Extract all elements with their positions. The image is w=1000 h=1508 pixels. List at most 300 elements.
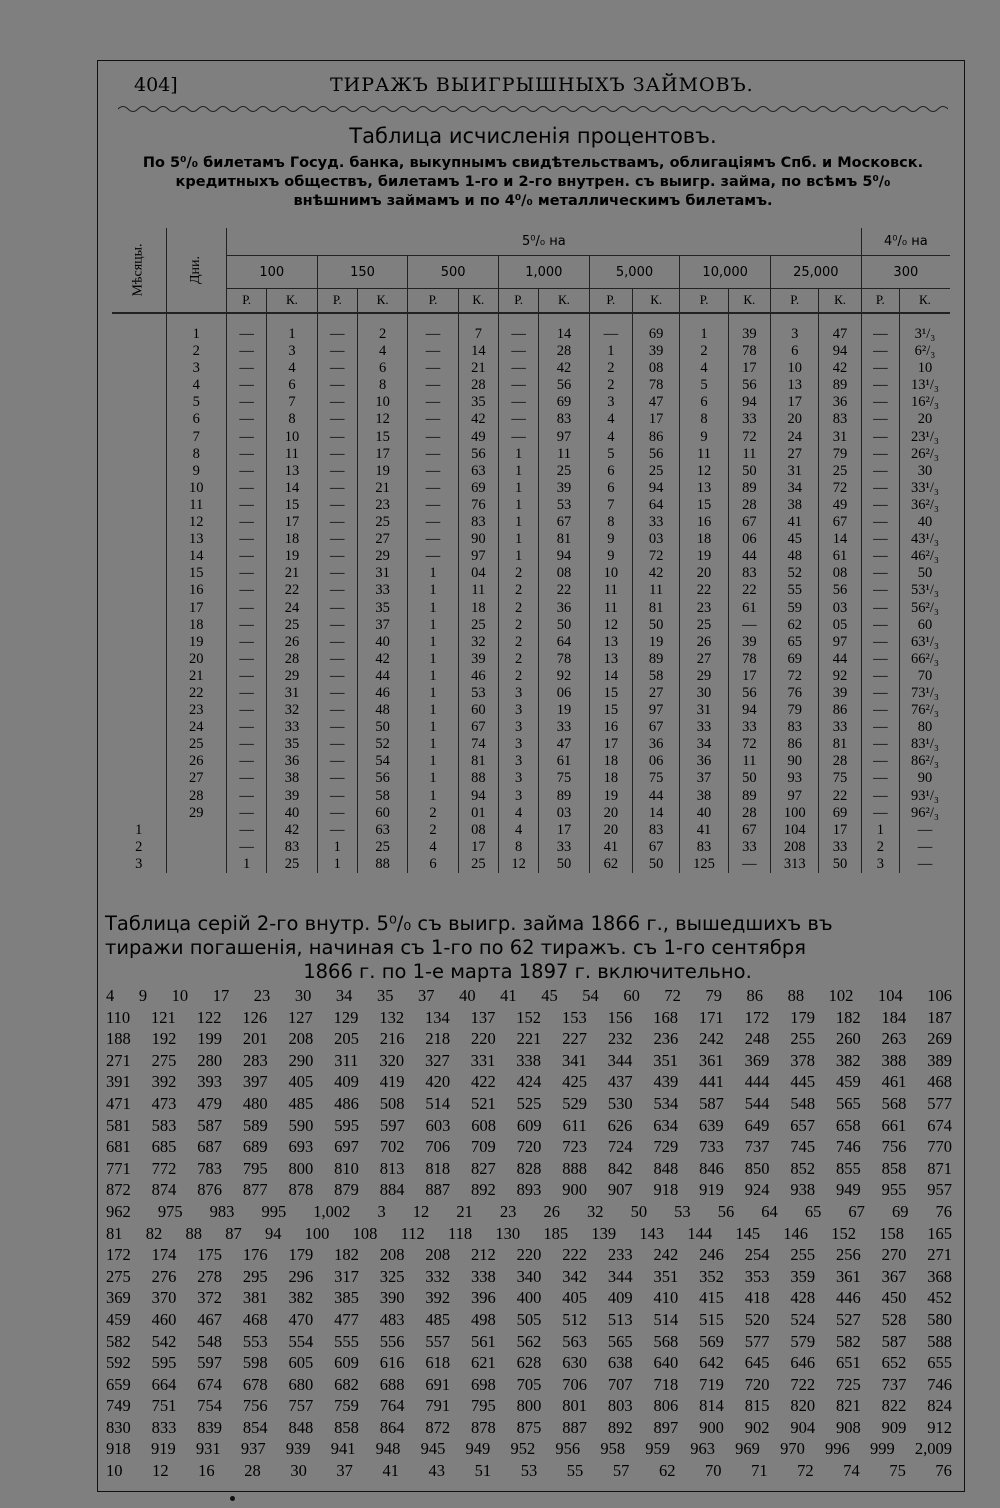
- value-cell: 40: [267, 805, 317, 822]
- day-cell: 23: [166, 702, 226, 719]
- value-cell: 48: [357, 702, 407, 719]
- value-cell: 1: [317, 856, 357, 873]
- series-number: 651: [836, 1353, 861, 1373]
- value-cell: 78: [728, 343, 770, 360]
- table-row: [112, 805, 950, 822]
- ink-dot: [230, 1496, 235, 1501]
- series-number: 521: [471, 1093, 496, 1113]
- series-number: 818: [425, 1158, 451, 1178]
- month-cell: [112, 668, 166, 685]
- month-cell: [112, 805, 166, 822]
- series-number: 17: [212, 986, 230, 1005]
- value-cell: 16: [589, 719, 632, 736]
- series-number: 388: [881, 1050, 907, 1070]
- value-cell: —: [861, 651, 899, 668]
- value-cell: —: [226, 343, 266, 360]
- value-cell: 1: [498, 514, 538, 531]
- value-cell: 54: [357, 753, 407, 770]
- series-number: 525: [516, 1093, 542, 1113]
- wavy-rule: [118, 104, 948, 114]
- value-cell: —: [498, 394, 538, 411]
- month-cell: [112, 634, 166, 651]
- value-cell: —: [861, 446, 899, 463]
- series-number: 674: [197, 1374, 222, 1394]
- value-cell: 1: [408, 685, 458, 702]
- series-number: 646: [790, 1353, 816, 1373]
- series-number: 340: [516, 1266, 542, 1286]
- value-cell: —: [317, 685, 357, 702]
- value-cell: 40: [680, 805, 728, 822]
- series-number: 172: [106, 1245, 131, 1265]
- series-number: 680: [288, 1374, 314, 1394]
- value-cell: 40: [357, 634, 407, 651]
- value-cell: 11: [589, 600, 632, 617]
- value-cell: 3: [498, 736, 538, 753]
- value-cell: —: [226, 702, 266, 719]
- day-cell: 27: [166, 770, 226, 787]
- month-cell: [112, 394, 166, 411]
- series-number: 770: [927, 1137, 952, 1157]
- value-cell: —: [226, 531, 266, 548]
- kopeks-header: К.: [632, 288, 679, 313]
- value-cell: 2: [498, 565, 538, 582]
- table-row: [112, 685, 950, 702]
- value-cell: 38: [267, 770, 317, 787]
- rubles-header: Р.: [771, 288, 819, 313]
- series-number: 254: [744, 1245, 770, 1265]
- value-cell: 67: [539, 514, 589, 531]
- series-number: 515: [699, 1309, 724, 1329]
- value-cell: —: [226, 634, 266, 651]
- value-cell: 46²/₃: [899, 548, 950, 565]
- series-number: 814: [699, 1396, 724, 1416]
- series-number: 485: [288, 1093, 314, 1113]
- value-cell: 1: [226, 856, 266, 873]
- series-number: 611: [562, 1115, 587, 1135]
- series-number: 53: [520, 1461, 538, 1481]
- day-cell: 7: [166, 429, 226, 446]
- value-cell: 1: [498, 548, 538, 565]
- series-number: 649: [744, 1115, 770, 1135]
- value-cell: 28: [728, 497, 770, 514]
- series-number: 242: [699, 1029, 724, 1049]
- month-cell: [112, 582, 166, 599]
- series-number: 597: [379, 1115, 405, 1135]
- series-number: 385: [334, 1288, 359, 1308]
- series-number: 959: [645, 1439, 670, 1459]
- value-cell: —: [861, 463, 899, 480]
- series-number: 21: [456, 1201, 473, 1221]
- value-cell: —: [498, 377, 538, 394]
- value-cell: 8: [680, 411, 728, 428]
- series-number: 381: [242, 1288, 268, 1308]
- value-cell: 26: [267, 634, 317, 651]
- value-cell: 61: [728, 600, 770, 617]
- series-number: 512: [562, 1309, 587, 1329]
- series-number: 317: [334, 1266, 359, 1286]
- value-cell: 89: [632, 651, 679, 668]
- value-cell: 6: [408, 856, 458, 873]
- value-cell: 17: [539, 822, 589, 839]
- day-cell: 5: [166, 394, 226, 411]
- series-number: 82: [145, 1223, 163, 1243]
- value-cell: 2: [589, 377, 632, 394]
- series-number: 37: [336, 1461, 353, 1481]
- value-cell: 69: [819, 805, 861, 822]
- series-number: 878: [288, 1180, 314, 1200]
- series-number: 104: [877, 986, 903, 1005]
- series-number: 569: [699, 1331, 724, 1351]
- value-cell: 33: [357, 582, 407, 599]
- series-number: 749: [106, 1396, 131, 1416]
- series-number: 568: [653, 1331, 679, 1351]
- value-cell: 39: [819, 685, 861, 702]
- series-number: 505: [516, 1309, 542, 1329]
- value-cell: 17: [589, 736, 632, 753]
- value-cell: —: [408, 343, 458, 360]
- value-cell: 94: [539, 548, 589, 565]
- month-cell: [112, 429, 166, 446]
- series-number: 828: [516, 1158, 542, 1178]
- value-cell: 2: [408, 822, 458, 839]
- value-cell: 6: [771, 343, 819, 360]
- value-cell: 18: [680, 531, 728, 548]
- series-number: 561: [471, 1331, 496, 1351]
- series-number: 876: [197, 1180, 222, 1200]
- value-cell: 36: [680, 753, 728, 770]
- series-number: 839: [197, 1417, 222, 1437]
- value-cell: —: [317, 788, 357, 805]
- value-cell: —: [226, 822, 266, 839]
- value-cell: 14: [589, 668, 632, 685]
- series-number: 283: [242, 1050, 268, 1070]
- series-number: 759: [334, 1396, 359, 1416]
- series-number: 367: [881, 1266, 907, 1286]
- series-number: 152: [831, 1223, 857, 1243]
- value-cell: 11: [728, 446, 770, 463]
- col-header-days: Дни.: [166, 228, 226, 313]
- table-row: [112, 548, 950, 565]
- series-number: 975: [157, 1201, 183, 1221]
- series-number: 945: [420, 1439, 446, 1459]
- value-cell: 24: [771, 429, 819, 446]
- value-cell: 37: [357, 617, 407, 634]
- series-number: 603: [425, 1115, 451, 1135]
- value-cell: 3: [267, 343, 317, 360]
- series-number: 368: [927, 1266, 952, 1286]
- series-number: 152: [516, 1007, 542, 1027]
- series-number: 803: [607, 1396, 633, 1416]
- value-cell: —: [317, 377, 357, 394]
- series-number: 577: [927, 1093, 952, 1113]
- day-cell: [166, 822, 226, 839]
- series-number: 3: [377, 1201, 386, 1221]
- value-cell: —: [226, 480, 266, 497]
- value-cell: —: [498, 343, 538, 360]
- series-number: 724: [607, 1137, 633, 1157]
- value-cell: —: [861, 753, 899, 770]
- value-cell: 9: [680, 429, 728, 446]
- series-number: 772: [151, 1158, 177, 1178]
- value-cell: 26²/₃: [899, 446, 950, 463]
- series-number: 227: [562, 1029, 587, 1049]
- value-cell: 25: [680, 617, 728, 634]
- month-cell: [112, 600, 166, 617]
- title-line: Таблица серій 2-го внутр. 5⁰/₀ съ выигр. займа 1866 г., вышедшихъ въ: [105, 912, 833, 935]
- series-number: 146: [783, 1223, 809, 1243]
- series-number: 87: [225, 1223, 242, 1243]
- series-number: 467: [197, 1309, 222, 1329]
- value-cell: 6: [589, 480, 632, 497]
- series-number: 848: [653, 1158, 679, 1178]
- value-cell: 39: [539, 480, 589, 497]
- series-number: 589: [242, 1115, 268, 1135]
- value-cell: 41: [680, 822, 728, 839]
- series-number: 806: [653, 1396, 679, 1416]
- value-cell: —: [861, 685, 899, 702]
- series-number: 919: [150, 1439, 176, 1459]
- series-number: 23: [499, 1201, 517, 1221]
- value-cell: 40: [899, 514, 950, 531]
- value-cell: 25: [357, 839, 407, 856]
- series-number: 70: [705, 1461, 722, 1481]
- series-number: 437: [607, 1072, 633, 1092]
- value-cell: 66²/₃: [899, 651, 950, 668]
- series-number: 263: [881, 1029, 907, 1049]
- value-cell: —: [226, 770, 266, 787]
- series-number: 702: [379, 1137, 405, 1157]
- value-cell: 90: [899, 770, 950, 787]
- value-cell: 18: [267, 531, 317, 548]
- value-cell: 11: [458, 582, 498, 599]
- series-number: 470: [288, 1309, 314, 1329]
- series-number: 236: [653, 1029, 679, 1049]
- value-cell: —: [861, 326, 899, 343]
- series-number: 579: [790, 1331, 816, 1351]
- value-cell: 67: [728, 514, 770, 531]
- value-cell: 100: [771, 805, 819, 822]
- month-cell: 2: [135, 838, 143, 855]
- value-cell: 21: [458, 360, 498, 377]
- series-number: 813: [379, 1158, 405, 1178]
- series-number: 10: [106, 1461, 123, 1481]
- value-cell: 63¹/₃: [899, 634, 950, 651]
- series-number: 918: [653, 1180, 679, 1200]
- series-number: 562: [516, 1331, 542, 1351]
- series-number: 616: [379, 1353, 405, 1373]
- value-cell: —: [861, 360, 899, 377]
- value-cell: 13: [771, 377, 819, 394]
- series-number: 824: [927, 1396, 952, 1416]
- value-cell: 72: [632, 548, 679, 565]
- value-cell: —: [861, 600, 899, 617]
- series-row: [106, 1136, 952, 1158]
- value-cell: 36: [819, 394, 861, 411]
- running-title: ТИРАЖЪ ВЫИГРЫШНЫХЪ ЗАЙМОВЪ.: [330, 74, 754, 96]
- series-number: 88: [787, 986, 805, 1005]
- series-number: 392: [425, 1288, 451, 1308]
- value-cell: 39: [728, 634, 770, 651]
- value-cell: 03: [539, 805, 589, 822]
- value-cell: —: [226, 788, 266, 805]
- value-cell: 2: [498, 600, 538, 617]
- series-number: 74: [843, 1461, 860, 1481]
- value-cell: 3: [861, 856, 899, 873]
- value-cell: 67: [458, 719, 498, 736]
- table-row: [112, 753, 950, 770]
- series-number: 795: [471, 1396, 496, 1416]
- value-cell: 3: [498, 719, 538, 736]
- value-cell: 2: [498, 617, 538, 634]
- value-cell: 10: [589, 565, 632, 582]
- series-number: 76: [935, 1201, 952, 1221]
- series-number: 185: [543, 1223, 569, 1243]
- series-number: 513: [607, 1309, 633, 1329]
- value-cell: 313: [771, 856, 819, 873]
- series-number: 359: [790, 1266, 816, 1286]
- value-cell: 78: [728, 651, 770, 668]
- series-number: 370: [151, 1288, 177, 1308]
- value-cell: 31: [357, 565, 407, 582]
- series-number: 54: [582, 986, 599, 1005]
- value-cell: 34: [680, 736, 728, 753]
- value-cell: 56: [728, 685, 770, 702]
- series-number: 130: [495, 1223, 521, 1243]
- series-number: 4: [106, 986, 115, 1005]
- series-row: [106, 1287, 952, 1309]
- series-number: 439: [653, 1072, 679, 1092]
- series-number: 311: [334, 1050, 359, 1070]
- interest-table: [112, 228, 950, 873]
- table-row: [112, 446, 950, 463]
- series-number: 746: [836, 1137, 861, 1157]
- value-cell: 36: [539, 600, 589, 617]
- value-cell: 61: [539, 753, 589, 770]
- series-number: 468: [927, 1072, 952, 1092]
- value-cell: —: [226, 411, 266, 428]
- series-number: 57: [612, 1461, 630, 1481]
- value-cell: 10: [899, 360, 950, 377]
- series-number: 199: [197, 1029, 222, 1049]
- series-row: [106, 1115, 952, 1137]
- table-row: [112, 600, 950, 617]
- value-cell: 11: [680, 446, 728, 463]
- value-cell: —: [317, 822, 357, 839]
- series-number: 280: [197, 1050, 223, 1070]
- value-cell: —: [861, 719, 899, 736]
- value-cell: —: [226, 839, 266, 856]
- value-cell: 7: [589, 497, 632, 514]
- series-number: 271: [927, 1245, 952, 1265]
- value-cell: —: [861, 497, 899, 514]
- series-number: 820: [790, 1396, 816, 1416]
- value-cell: —: [226, 446, 266, 463]
- series-number: 848: [288, 1417, 314, 1437]
- day-cell: 21: [166, 668, 226, 685]
- value-cell: 97: [819, 634, 861, 651]
- value-cell: 11: [632, 582, 679, 599]
- series-number: 678: [242, 1374, 268, 1394]
- series-number: 688: [379, 1374, 405, 1394]
- value-cell: —: [317, 634, 357, 651]
- value-cell: 1: [498, 463, 538, 480]
- value-cell: 22: [680, 582, 728, 599]
- month-cell: [112, 702, 166, 719]
- series-number: 168: [653, 1007, 679, 1027]
- table1-subtitle: [100, 154, 966, 211]
- month-cell: 3: [135, 855, 143, 872]
- series-number: 41: [382, 1461, 399, 1481]
- value-cell: 33¹/₃: [899, 480, 950, 497]
- series-number: 852: [790, 1158, 816, 1178]
- value-cell: 19: [539, 702, 589, 719]
- day-cell: 3: [166, 360, 226, 377]
- value-cell: —: [861, 788, 899, 805]
- series-number: 327: [424, 1050, 450, 1070]
- value-cell: 3: [498, 788, 538, 805]
- series-row: [106, 1374, 952, 1396]
- value-cell: 2: [408, 805, 458, 822]
- value-cell: 3: [498, 702, 538, 719]
- series-number: 963: [690, 1439, 715, 1459]
- month-cell: [112, 343, 166, 360]
- value-cell: 92: [539, 668, 589, 685]
- series-number: 962: [106, 1201, 131, 1221]
- value-cell: 12: [498, 856, 538, 873]
- series-number: 657: [790, 1115, 815, 1135]
- value-cell: 47: [819, 326, 861, 343]
- series-number: 485: [425, 1309, 451, 1329]
- series-number: 212: [471, 1245, 496, 1265]
- series-number: 332: [425, 1266, 451, 1286]
- rubles-header: Р.: [861, 288, 899, 313]
- series-number: 912: [927, 1417, 952, 1437]
- series-number: 409: [607, 1288, 633, 1308]
- series-number: 409: [334, 1072, 359, 1092]
- value-cell: 63: [458, 463, 498, 480]
- value-cell: 44: [728, 548, 770, 565]
- value-cell: 06: [539, 685, 589, 702]
- value-cell: 75: [539, 770, 589, 787]
- month-cell: [112, 685, 166, 702]
- table-row: [112, 770, 950, 787]
- series-number: 122: [196, 1007, 222, 1027]
- month-cell: [112, 719, 166, 736]
- month-cell: [112, 514, 166, 531]
- value-cell: —: [408, 394, 458, 411]
- month-cell: [112, 617, 166, 634]
- series-number: 424: [516, 1072, 542, 1092]
- value-cell: 89: [728, 480, 770, 497]
- value-cell: 18: [589, 753, 632, 770]
- value-cell: 33: [539, 839, 589, 856]
- value-cell: 3: [589, 394, 632, 411]
- series-number: 255: [790, 1245, 816, 1265]
- series-number: 278: [197, 1266, 222, 1286]
- day-cell: 19: [166, 634, 226, 651]
- value-cell: 93: [771, 770, 819, 787]
- series-number: 720: [516, 1137, 542, 1157]
- value-cell: 34: [771, 480, 819, 497]
- value-cell: 69: [539, 394, 589, 411]
- series-number: 706: [562, 1374, 587, 1394]
- value-cell: 94: [728, 702, 770, 719]
- value-cell: 90: [771, 753, 819, 770]
- series-number: 187: [927, 1007, 952, 1027]
- value-cell: 22: [267, 582, 317, 599]
- value-cell: 72: [771, 668, 819, 685]
- value-cell: 2: [498, 634, 538, 651]
